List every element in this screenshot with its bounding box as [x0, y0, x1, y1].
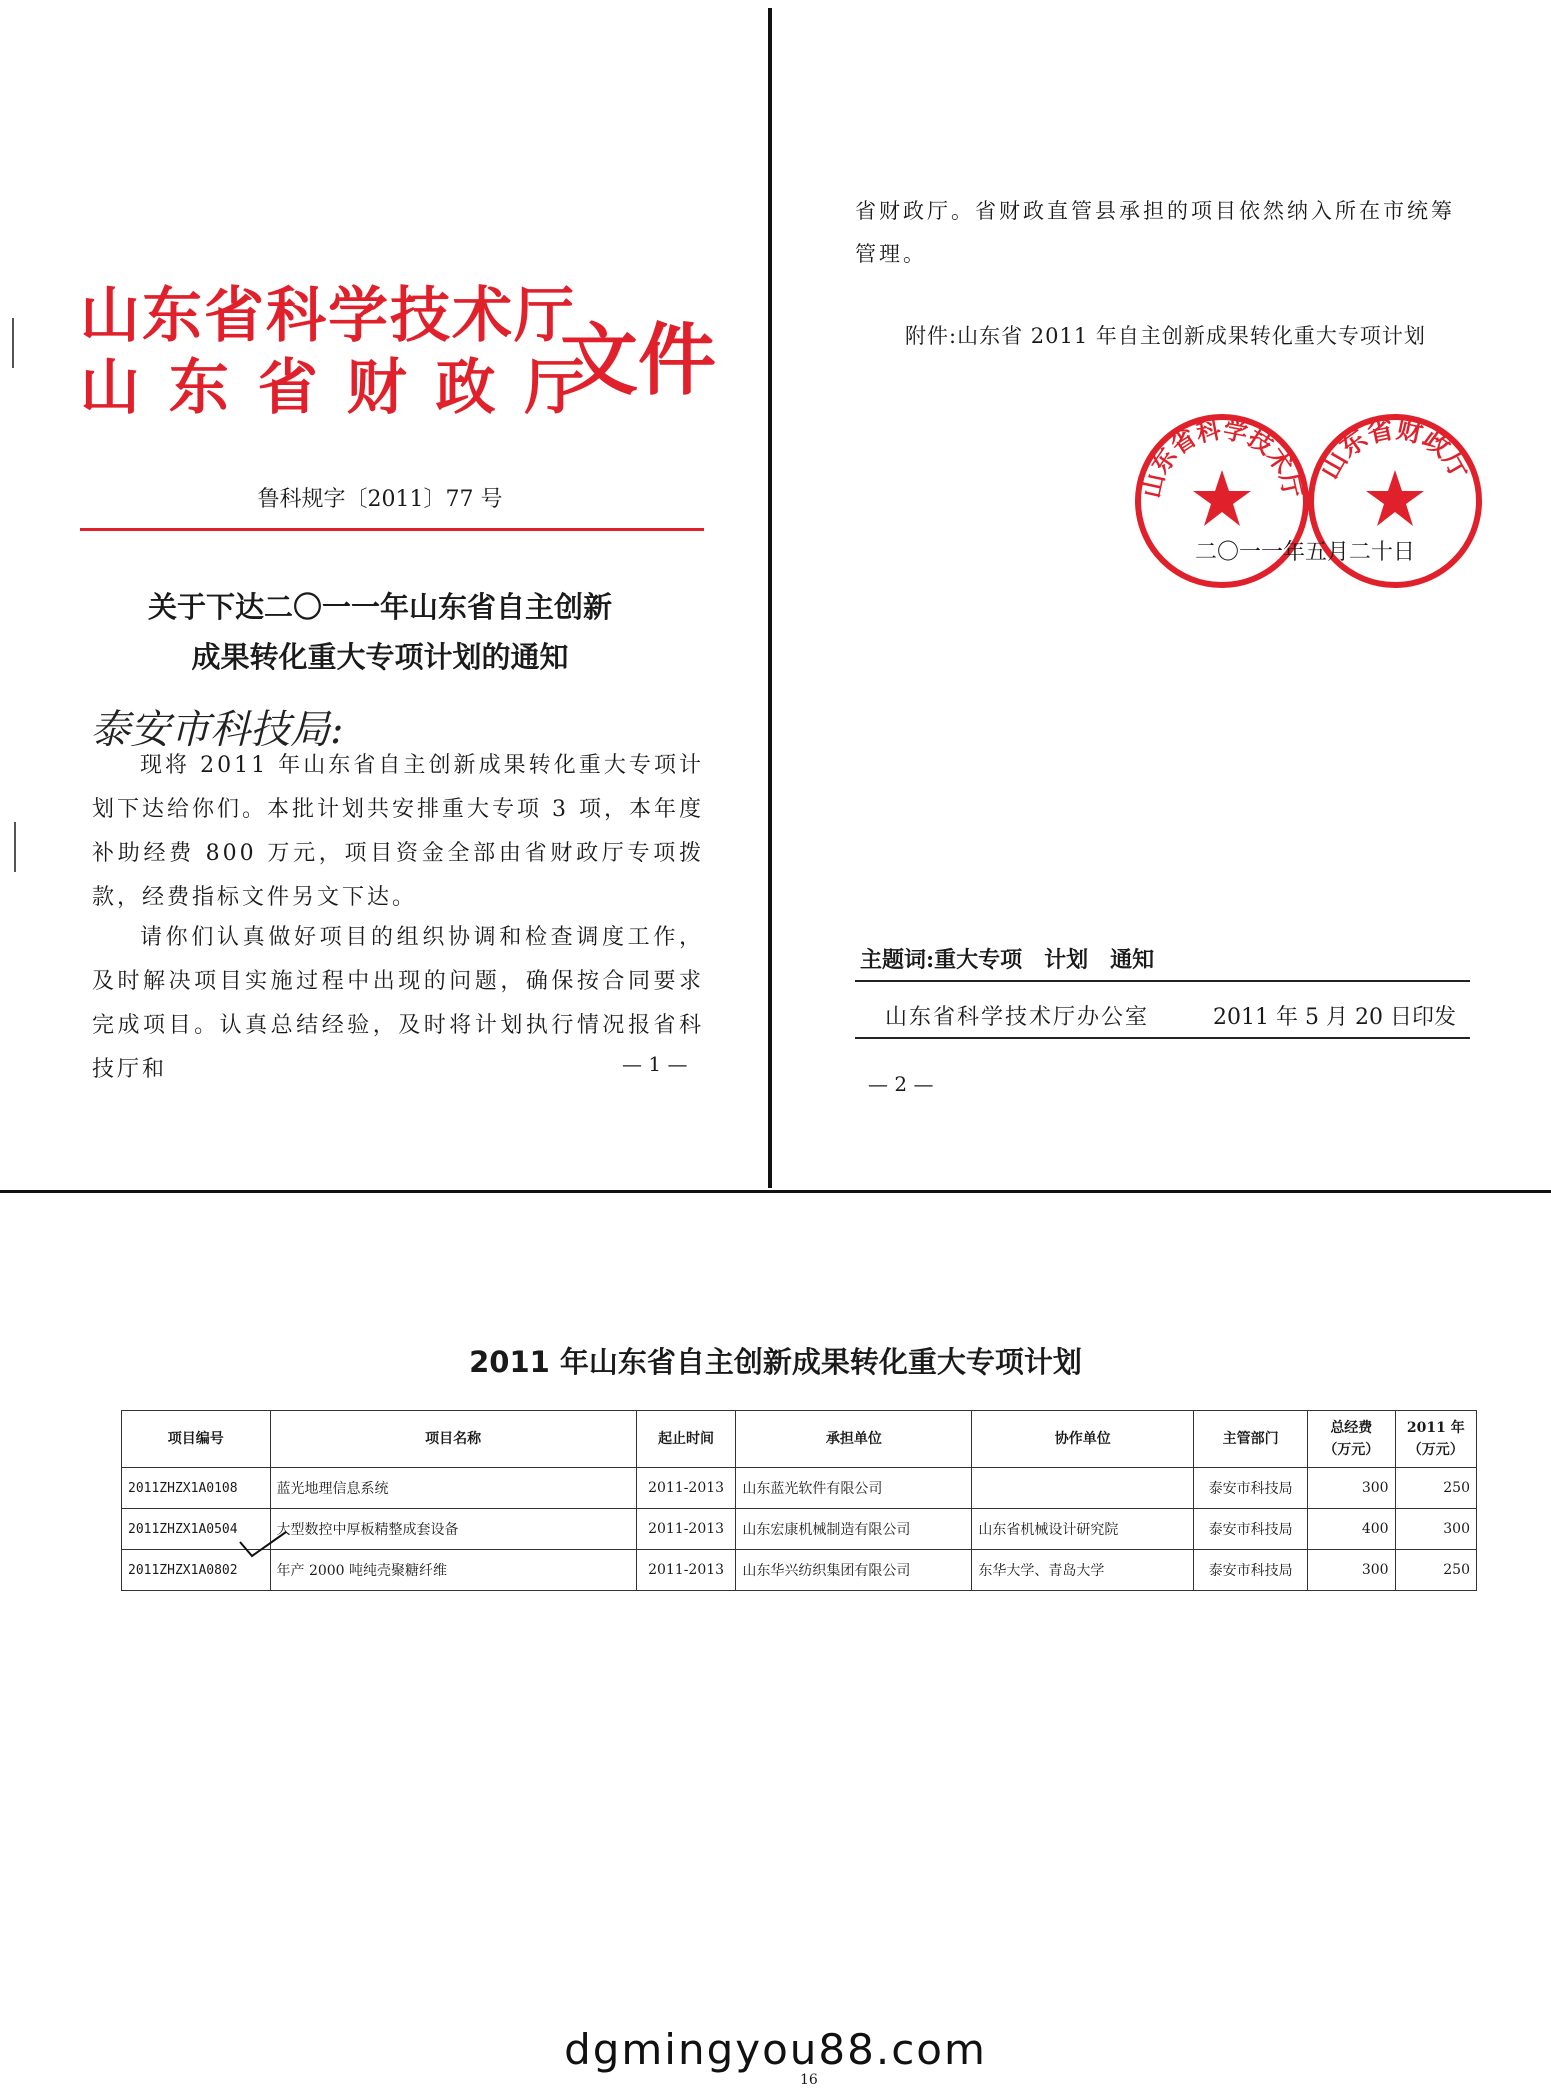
- cell-project-id: 2011ZHZX1A0504: [122, 1509, 271, 1550]
- rule-top: [855, 980, 1470, 982]
- notice-title-line-2: 成果转化重大专项计划的通知: [191, 640, 569, 674]
- cell-project-name: 蓝光地理信息系统: [270, 1468, 636, 1509]
- watermark-url: dgmingyou88.com: [564, 2025, 987, 2074]
- cell-2011-funds: 250: [1395, 1468, 1476, 1509]
- red-separator: [80, 528, 704, 531]
- page-divider-horizontal: [0, 1190, 1551, 1193]
- project-table: [121, 1410, 1477, 1591]
- subject-keywords: 主题词:重大专项 计划 通知: [860, 947, 1155, 973]
- cell-collaborator: [972, 1468, 1194, 1509]
- printing-office: 山东省科学技术厅办公室: [885, 1005, 1150, 1030]
- cell-period: 2011-2013: [636, 1468, 736, 1509]
- cell-total-funds: 300: [1308, 1468, 1395, 1509]
- cell-period: 2011-2013: [636, 1509, 736, 1550]
- page-number-small: 16: [800, 2072, 818, 2088]
- cell-project-name: 年产 2000 吨纯壳聚糖纤维: [270, 1550, 636, 1591]
- header-authority: 主管部门: [1194, 1411, 1308, 1468]
- cell-project-id: 2011ZHZX1A0108: [122, 1468, 271, 1509]
- document-number: 鲁科规字〔2011〕77 号: [257, 487, 503, 512]
- page-number-2: — 2 —: [868, 1072, 934, 1096]
- cell-authority: 泰安市科技局: [1194, 1550, 1308, 1591]
- handwritten-check-icon: [238, 1530, 288, 1560]
- binding-mark: [12, 318, 14, 368]
- cell-period: 2011-2013: [636, 1550, 736, 1591]
- seal1-text: 山东省科学技术厅: [1136, 414, 1308, 501]
- recipient-handwritten: 泰安市科技局:: [90, 707, 344, 753]
- cell-project-id: 2011ZHZX1A0802: [122, 1550, 271, 1591]
- cell-total-funds: 400: [1308, 1509, 1395, 1550]
- seal-star-icon: [1366, 470, 1424, 526]
- table-row: [122, 1468, 1477, 1509]
- rule-bottom: [855, 1037, 1470, 1039]
- binding-mark: [14, 822, 16, 872]
- cell-2011-funds: 250: [1395, 1550, 1476, 1591]
- seal-star-icon: [1193, 470, 1251, 526]
- cell-undertaker: 山东蓝光软件有限公司: [736, 1468, 972, 1509]
- header-project-name: 项目名称: [270, 1411, 636, 1468]
- issuer-line-1: 山东省科学技术厅: [80, 281, 576, 351]
- cell-2011-funds: 300: [1395, 1509, 1476, 1550]
- header-project-id: 项目编号: [122, 1411, 271, 1468]
- seal2-text: 山东省财政厅: [1314, 414, 1476, 485]
- header-2011-funds: 2011 年 （万元）: [1395, 1411, 1476, 1468]
- header-undertaker: 承担单位: [736, 1411, 972, 1468]
- cell-collaborator: 山东省机械设计研究院: [972, 1509, 1194, 1550]
- cell-project-name: 大型数控中厚板精整成套设备: [270, 1509, 636, 1550]
- page-number-1: — 1 —: [622, 1052, 688, 1076]
- print-date: 2011 年 5 月 20 日印发: [1213, 1005, 1456, 1030]
- continuation-line-2: 管理。: [855, 242, 927, 266]
- page-divider-vertical: [768, 8, 772, 1188]
- cell-total-funds: 300: [1308, 1550, 1395, 1591]
- issuer-suffix: 文件: [560, 315, 717, 406]
- table-header-row: [122, 1411, 1477, 1468]
- issue-date: 二〇一一年五月二十日: [1195, 540, 1416, 565]
- attachment-note: 附件:山东省 2011 年自主创新成果转化重大专项计划: [905, 324, 1426, 348]
- body-paragraph-2: 请你们认真做好项目的组织协调和检查调度工作，及时解决项目实施过程中出现的问题，确保按合同要求完成项目。认真总结经验，及时将计划执行情况报省科技厅和: [92, 925, 704, 1082]
- continuation-line-1: 省财政厅。省财政直管县承担的项目依然纳入所在市统筹: [855, 199, 1455, 223]
- cell-authority: 泰安市科技局: [1194, 1509, 1308, 1550]
- header-period: 起止时间: [636, 1411, 736, 1468]
- cell-undertaker: 山东宏康机械制造有限公司: [736, 1509, 972, 1550]
- header-collaborator: 协作单位: [972, 1411, 1194, 1468]
- notice-title-line-1: 关于下达二〇一一年山东省自主创新: [147, 590, 612, 624]
- table-row: [122, 1509, 1477, 1550]
- body-paragraph-1: 现将 2011 年山东省自主创新成果转化重大专项计划下达给你们。本批计划共安排重大专项 3 项，本年度补助经费 800 万元，项目资金全部由省财政厅专项拨款，经费指标文件另文下达。: [92, 753, 704, 910]
- table-row: [122, 1550, 1477, 1591]
- cell-authority: 泰安市科技局: [1194, 1468, 1308, 1509]
- table-title: 2011 年山东省自主创新成果转化重大专项计划: [469, 1345, 1082, 1379]
- cell-undertaker: 山东华兴纺织集团有限公司: [736, 1550, 972, 1591]
- cell-collaborator: 东华大学、青岛大学: [972, 1550, 1194, 1591]
- header-total-funds: 总经费 （万元）: [1308, 1411, 1395, 1468]
- issuer-line-2: 山 东 省 财 政 厅: [80, 353, 589, 423]
